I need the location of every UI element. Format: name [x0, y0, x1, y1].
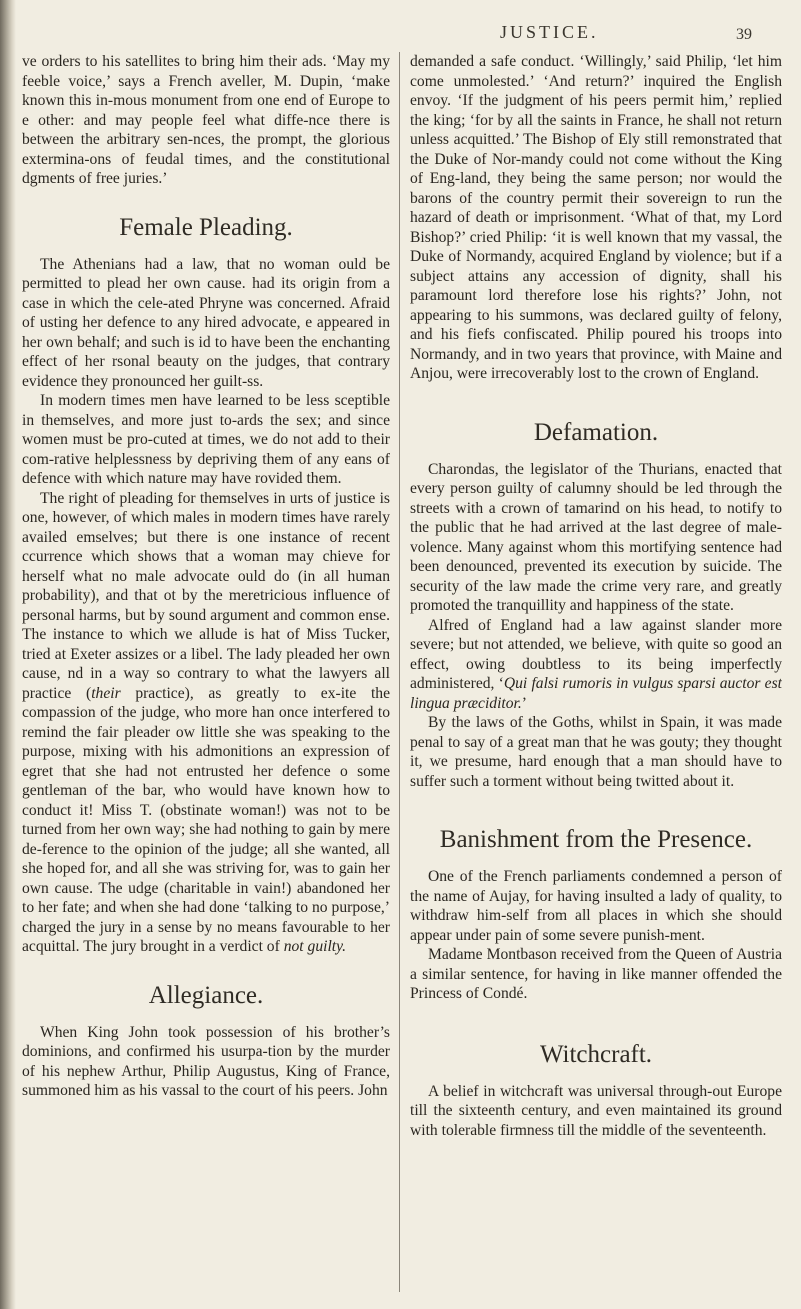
- right-column: [410, 52, 782, 1297]
- heading-banishment: Banishment from the Presence.: [439, 826, 753, 853]
- defamation-paragraph-3: By the laws of the Goths, whilst in Spain, it was made penal to say of a great man that he was gouty; they thought it, we presume, hard enough that a man should have to suffer such a torment without being twitted about it.: [410, 714, 782, 790]
- text-run: Alfred of England had a law against slander more severe; but not attended, we believe, with quite so good an effect, owing doubtless to its being imperfectly administered, ‘: [410, 616, 782, 692]
- text-run: The right of pleading for themselves in urts of justice is one, however, of which males in modern times have rarely availed emselves; but there is one instance of recent ccurrence which shows that a woman may chieve for herself what no male advocate ould do (in all human probability), and that ot by the meretricious influence of personal harms, but by sound argument and common ense. The instance to which we allude is hat of Miss Tucker, tried at Exeter assizes or a libel. The lady pleaded her own cause, nd in a way so contrary to what the lawyers all practice (: [22, 489, 390, 702]
- allegiance-paragraph-1: When King John took possession of his brother’s dominions, and confirmed his usurpa-tion by the murder of his nephew Arthur, Philip Augustus, King of France, summoned him as his vassal to the court of his peers. John: [22, 1023, 390, 1099]
- page-header: [0, 20, 801, 50]
- left-column: [22, 52, 390, 1297]
- witchcraft-paragraph-1: A belief in witchcraft was universal through-out Europe till the sixteenth century, and even maintained its ground with tolerable firmness till the middle of the seventeenth.: [410, 1082, 782, 1139]
- allegiance-continued-paragraph: demanded a safe conduct. ‘Willingly,’ said Philip, ‘let him come unmolested.’ ‘And return?’ inquired the English envoy. ‘If the judgment of his peers permit him,’ replied the king; ‘for by all the saints in France, he shall not return unless acquitted.’ The Bishop of Ely still remonstrated that the Duke of Nor-mandy could not come without the King of Eng-land, they being the same person; nor would the barons of the country permit their sovereign to run the hazard of death or imprisonment. ‘What of that, my Lord Bishop?’ cried Philip: ‘it is well known that my vassal, the Duke of Normandy, acquired England by violence; but if a subject attains any accession of dignity, shall his paramount lord therefore lose his rights?’ John, not appearing to his summons, was declared guilty of felony, and his fiefs confiscated. Philip poured his troops into Normandy, and in two years that province, with Maine and Anjou, were irrecoverably lost to the crown of England.: [410, 53, 782, 382]
- heading-allegiance: Allegiance.: [148, 981, 264, 1009]
- heading-female-pleading: Female Pleading.: [119, 213, 293, 241]
- heading-defamation: Defamation.: [533, 418, 659, 446]
- banishment-paragraph-2: Madame Montbason received from the Queen of Austria a similar sentence, for having in like manner offended the Princess of Condé.: [410, 946, 782, 1002]
- column-divider: [399, 52, 400, 1292]
- page-number: 39: [736, 26, 752, 43]
- banishment-paragraph-1: One of the French parliaments condemned a person of the name of Aujay, for having insulted a lady of quality, to withdraw him-self from all places in which she should appear under pain of some severe punish-ment.: [410, 868, 782, 944]
- italic-their: their: [91, 684, 121, 702]
- text-run: ’: [521, 694, 527, 712]
- defamation-paragraph-1: Charondas, the legislator of the Thurians, enacted that every person guilty of calumny should be led through the streets with a crown of tamarind on his head, to notify to the public that he had arrived at the last degree of male-volence. Many against whom this mortifying sentence had been denounced, prevented its execution by suicide. The security of the law made the crime very rare, and greatly promoted the tranquillity and happiness of the state.: [410, 460, 782, 614]
- heading-witchcraft: Witchcraft.: [539, 1040, 653, 1068]
- italic-not-guilty: not guilty.: [283, 938, 347, 955]
- defamation-paragraph-2: [410, 616, 782, 714]
- intro-paragraph: ve orders to his satellites to bring him their ads. ‘May my feeble voice,’ says a French aveller, M. Dupin, ‘make known this in-mous monument from one end of Europe to e other: and may people feel what diffe-nce there is between the arbitrary sen-nces, the prompt, the glorious extermina-ons of feudal times, and the constitutional dgments of free juries.’: [22, 53, 390, 187]
- latin-quote: Qui falsi rumoris in vulgus sparsi auctor est lingua præciditor.: [410, 675, 782, 712]
- female-pleading-paragraph-3: [22, 489, 390, 957]
- book-gutter-shadow: [0, 0, 16, 1309]
- female-pleading-paragraph-1: The Athenians had a law, that no woman ould be permitted to plead her own cause. had its origin from a case in which the cele-ated Phryne was concerned. Afraid of usting her defence to any hired advocate, e appeared in her own behalf; and such is id to have been the enchanting effect of her rsonal beauty on the judges, that contrary evidence they pronounced her guilt-ss.: [22, 255, 390, 390]
- running-head: JUSTICE.: [500, 22, 599, 42]
- female-pleading-paragraph-2: In modern times men have learned to be less sceptible in themselves, and more just to-ards the sex; and since women must be pro-cuted at times, we do not add to their com-rative helplessness by depriving them of any eans of defence with which nature may have rovided them.: [22, 392, 390, 487]
- text-run: practice), as greatly to ex-ite the compassion of the judge, who more han once interfered to remind the fair pleader ow little she was speaking to the purpose, mixing with his admonitions an expression of egret that she had not entrusted her defence o some gentleman of the bar, who would have known how to conduct it! Miss T. (obstinate woman!) was not to be turned from her own way; she had nothing to gain by mere de-ference to the opinion of the judge; all she wanted, all she hoped for, and all she was striving for, was to gain her own cause. The udge (charitable in vain!) abandoned her to her fate; and when she had done ‘talking to no purpose,’ charged the jury in a sense by no means favourable to her acquittal. The jury brought in a verdict of: [22, 684, 390, 955]
